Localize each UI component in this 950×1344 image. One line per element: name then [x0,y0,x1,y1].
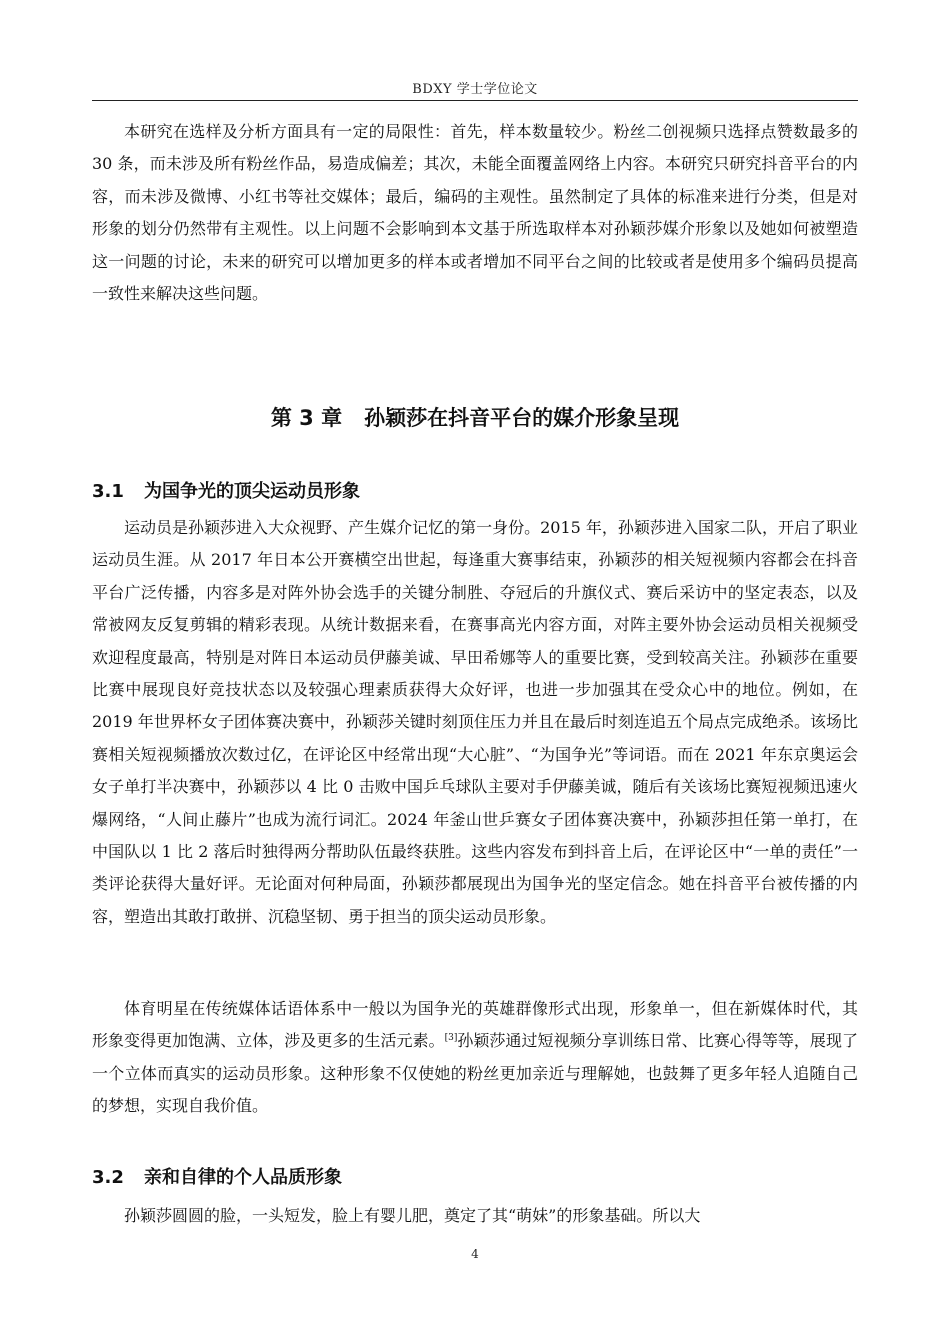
section-3-2-paragraph-1: 孙颖莎圆圆的脸，一头短发，脸上有婴儿肥，奠定了其“萌妹”的形象基础。所以大 [124,1206,701,1225]
chapter-title: 孙颖莎在抖音平台的媒介形象呈现 [364,406,680,430]
section-heading-3-1 [92,477,858,503]
section-3-1-paragraph-1: 运动员是孙颖莎进入大众视野、产生媒介记忆的第一身份。2015 年，孙颖莎进入国家二队，开启了职业运动员生涯。从 2017 年日本公开赛横空出世起，每逢重大赛事结束，孙颖莎的相关短视频内容都会在抖音平台广泛传播，内容多是对阵外协会选手的关键分制胜、夺冠后的升旗仪式、赛后采访中的坚定表态，以及常被网友反复剪辑的精彩表现。从统计数据来看，在赛事高光内容方面，对阵主要外协会运动员相关视频受欢迎程度最高，特别是对阵日本运动员伊藤美诚、早田希娜等人的重要比赛，受到较高关注。孙颖莎在重要比赛中展现良好竞技状态以及较强心理素质获得大众好评，也进一步加强其在受众心中的地位。例如，在 2019 年世界杯女子团体赛决赛中，孙颖莎关键时刻顶住压力并且在最后时刻连追五个局点完成绝杀。该场比赛相关短视频播放次数过亿，在评论区中经常出现“大心脏”、“为国争光”等词语。而在 2021 年东京奥运会女子单打半决赛中，孙颖莎以 4 比 0 击败中国乒乓球队主要对手伊藤美诚，随后有关该场比赛短视频迅速火爆网络，“人间止藤片”也成为流行词汇。2024 年釜山世乒赛女子团体赛决赛中，孙颖莎担任第一单打，在中国队以 1 比 2 落后时独得两分帮助队伍最终获胜。这些内容发布到抖音上后，在评论区中“一单的责任”一类评论获得大量好评。无论面对何种局面，孙颖莎都展现出为国争光的坚定信念。她在抖音平台被传播的内容，塑造出其敢打敢拼、沉稳坚韧、勇于担当的顶尖运动员形象。 [92,518,858,926]
paragraph-text: 孙颖莎通过短视频分享训练日常、比赛心得等等，展现了一个立体而真实的运动员形象。这种形象不仅使她的粉丝更加亲近与理解她，也鼓舞了更多年轻人追随自己的梦想，实现自我价值。 [92,1031,858,1116]
section-number: 3.2 [92,1167,124,1188]
header-rule [92,100,858,101]
section-3-1-paragraph-2 [92,993,858,1123]
paragraph-text: 体育明星在传统媒体话语体系中一般以为国争光的英雄群像形式出现，形象单一，但在新媒体时代，其形象变得更加饱满、立体，涉及更多的生活元素。 [92,999,858,1051]
chapter-heading [92,402,858,432]
citation-ref: [3] [444,1033,458,1044]
section-heading-3-2 [92,1163,858,1189]
section-title: 亲和自律的个人品质形象 [144,1167,342,1188]
limitations-paragraph: 本研究在选样及分析方面具有一定的局限性：首先，样本数量较少。粉丝二创视频只选择点赞数最多的 30 条，而未涉及所有粉丝作品，易造成偏差；其次，未能全面覆盖网络上内容。本研究只研究抖音平台的内容，而未涉及微博、小红书等社交媒体；最后，编码的主观性。虽然制定了具体的标准来进行分类，但是对形象的划分仍然带有主观性。以上问题不会影响到本文基于所选取样本对孙颖莎媒介形象以及她如何被塑造这一问题的讨论，未来的研究可以增加更多的样本或者增加不同平台之间的比较或者是使用多个编码员提高一致性来解决这些问题。 [92,122,858,304]
chapter-number: 第 3 章 [270,406,343,430]
running-header: BDXY 学士学位论文 [412,82,538,97]
section-number: 3.1 [92,481,124,502]
page-number: 4 [471,1247,479,1261]
section-title: 为国争光的顶尖运动员形象 [144,481,360,502]
